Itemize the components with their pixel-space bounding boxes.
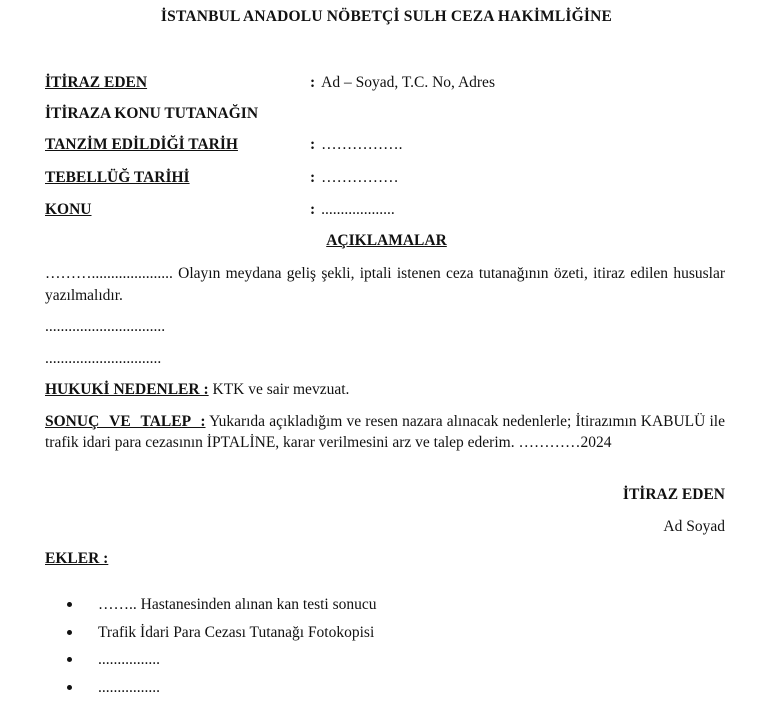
colon: : <box>310 169 316 186</box>
field-label-konu-tutanak: İTİRAZA KONU TUTANAĞIN <box>45 105 259 122</box>
aciklamalar-paragraph: ………..................... Olayın meydana geliş şekli, iptali istenen ceza tutanağının özeti, itiraz edilen hususlar yazılmalıdır. <box>45 265 725 304</box>
aciklamalar-heading: AÇIKLAMALAR <box>326 232 447 249</box>
field-tanzim <box>45 136 403 154</box>
bullet-icon <box>67 657 72 662</box>
ekler-item <box>67 624 377 652</box>
field-label-teblig: TEBELLÜĞ TARİHİ <box>45 169 190 186</box>
field-label-tanzim: TANZİM EDİLDİĞİ TARİH <box>45 136 238 153</box>
field-value-konu: ................... <box>321 201 395 218</box>
field-value-teblig: …………… <box>321 169 399 186</box>
aciklamalar-line-1: ............................... <box>45 318 166 335</box>
signature-title: İTİRAZ EDEN <box>622 486 725 503</box>
bullet-icon <box>67 630 72 635</box>
hukuki-nedenler-text: KTK ve sair mevzuat. <box>212 381 350 398</box>
bullet-icon <box>67 685 72 690</box>
sonuc-talep-text: Yukarıda açıkladığım ve resen nazara alınacak nedenlerle; İtirazımın KABULÜ ile trafik idari para cezasının İPTALİNE, karar verilmesini arz ve talep ederim. …………2024 <box>45 413 725 451</box>
sonuc-talep <box>45 411 725 453</box>
field-konu <box>45 201 395 219</box>
field-value-tanzim: ……………. <box>321 136 403 153</box>
ekler-item-text: Trafik İdari Para Cezası Tutanağı Fotokopisi <box>98 623 375 641</box>
bullet-icon <box>67 602 72 607</box>
ekler-item <box>67 651 377 679</box>
field-itiraz-eden <box>45 74 495 92</box>
ekler-list <box>67 596 377 706</box>
field-label-konu: KONU <box>45 201 92 218</box>
ekler-item-text: …….. Hastanesinden alınan kan testi sonucu <box>98 596 377 613</box>
aciklamalar-line-2: .............................. <box>45 350 162 367</box>
field-value-itiraz-eden: Ad – Soyad, T.C. No, Adres <box>321 74 495 91</box>
colon: : <box>310 74 316 91</box>
sonuc-talep-label: SONUÇ VE TALEP : <box>45 413 206 430</box>
colon: : <box>310 201 316 218</box>
colon: : <box>310 136 316 153</box>
ekler-heading: EKLER : <box>45 550 109 567</box>
ekler-item-text: ................ <box>98 651 160 668</box>
ekler-item-text: ................ <box>98 678 160 696</box>
court-title: İSTANBUL ANADOLU NÖBETÇİ SULH CEZA HAKİMLİĞİNE <box>160 8 613 25</box>
ekler-item <box>67 596 377 624</box>
signature-name: Ad Soyad <box>663 518 725 535</box>
hukuki-nedenler <box>45 381 349 399</box>
field-teblig <box>45 169 399 187</box>
ekler-item <box>67 679 377 707</box>
hukuki-nedenler-label: HUKUKİ NEDENLER : <box>45 381 209 398</box>
field-label-itiraz-eden: İTİRAZ EDEN <box>45 74 148 91</box>
